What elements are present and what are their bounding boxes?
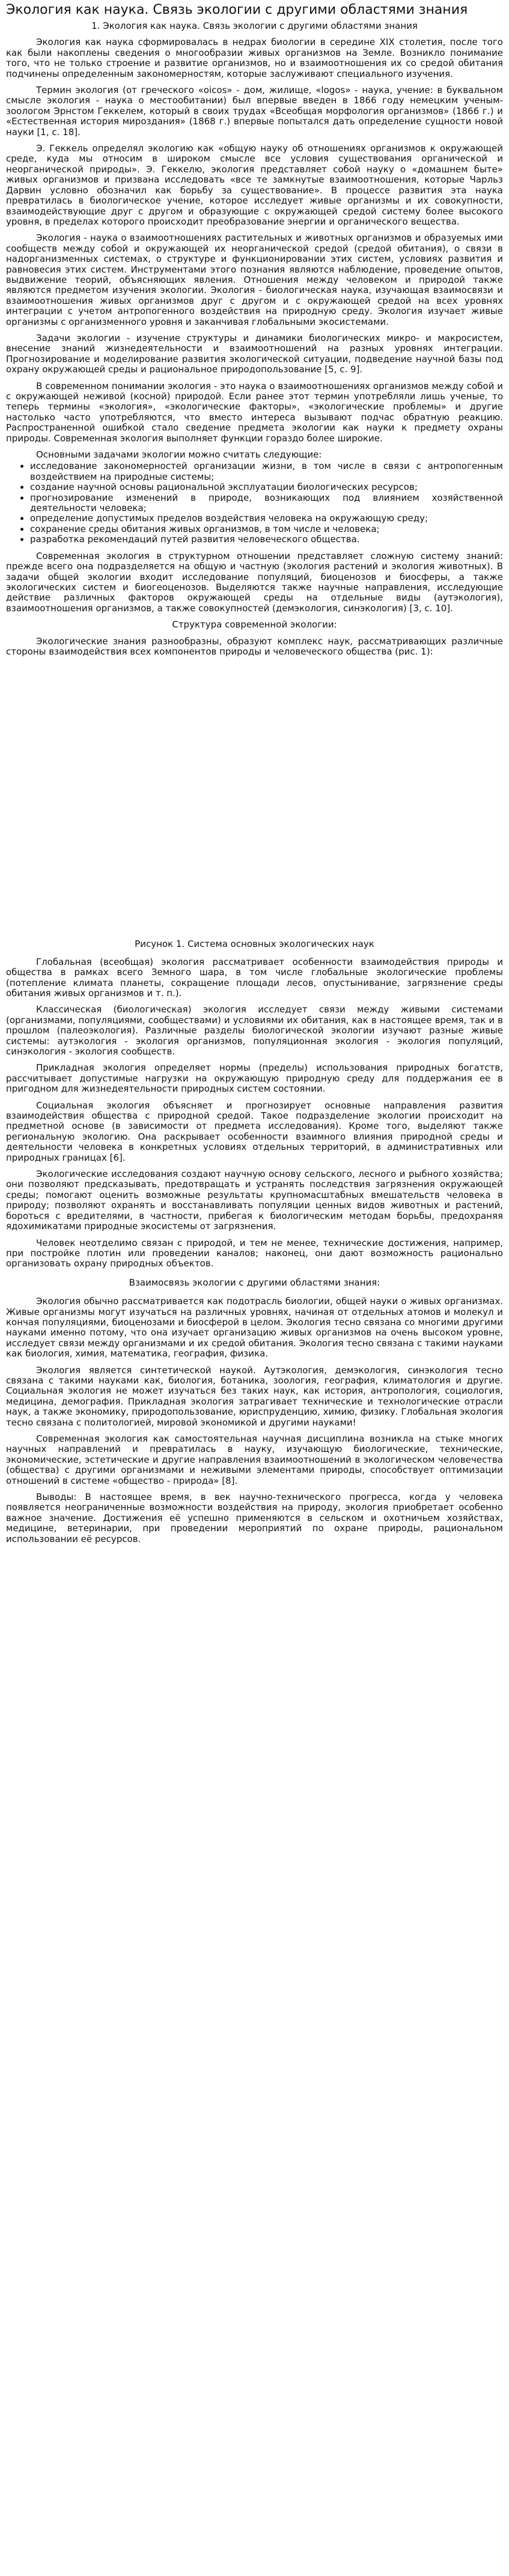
structure-title: Структура современной экологии: [172,619,337,630]
list-item: • определение допустимых пределов воздействия человека на окружающую среду; [30,513,503,524]
paragraph-branch-6: Человек неотделимо связан с природой, и тем не менее, технические достижения, например, при постройке плотин или проведении каналов; наконец, они дают возможность рационально организовать охрану природных объектов. [6,1237,503,1269]
paragraph-branch-2: Классическая (биологическая) экология исследует связи между живыми системами (организмами, популяциями, сообществами) и условиями их обитания, как в настоящее время, так и в прошлом (палеоэкология). Различные разделы биологической экологии изучают разные живые системы: аутэкология - экология организмов, популяционная экология - экология популяций, синэкология - экология сообществ. [6,1004,503,1057]
paragraph-branch-1: Глобальная (всеобщая) экология рассматривает особенности взаимодействия природы и общества в рамках всего Земного шара, в том числе глобальные экологические проблемы (потепление климата планеты, сокращение площади лесов, опустынивание, загрязнение среды обитания живых организмов и т. п.). [6,956,503,999]
list-item: • прогнозирование изменений в природе, возникающих под влиянием хозяйственной деятельности человека; [30,493,503,514]
section-subtitle: 1. Экология как наука. Связь экологии с другими областями знания [91,20,418,31]
paragraph-structure: Современная экология в структурном отношении представляет сложную систему знаний: прежде всего она подразделяется на общую и частную (экология растений и экология животных). В задачи общей экологии входит исследование популяций, биоценозов и биосферы, а также экологических систем и биогеоценозов. Выделяются также научные направления, исследующие действие различных факторов окружающей среды на отдельные виды (аутэкология), взаимоотношения организмов, а также совокупностей (демэкология, синэкология) [3, с. 10]. [6,550,503,614]
paragraph-intro-6: В современном понимании экология - это наука о взаимоотношениях организмов между собой и с окружающей неживой (косной) природой. Если ранее этот термин употребляли лишь ученые, то теперь термины «экология», «экологические факторы», «экологические проблемы» и другие настолько часто употребляются, что вместо интереса вызывают подчас обратную реакцию. Распространенной ошибкой стало сведение предмета экологии как науки к предмету охраны природы. Современная экология выполняет функции гораздо более широкие. [6,380,503,444]
figure-placeholder [6,657,503,939]
paragraph-intro-5: Задачи экологии - изучение структуры и динамики биологических микро- и макросистем, внесение знаний жизнедеятельности и взаимоотношений на разных уровнях интеграции. Прогнозирование и моделирование развития экологической ситуации, подведение научной базы под охрану окружающей среды и рациональное природопользование [5, с. 9]. [6,332,503,375]
paragraph-conclusion: Выводы: В настоящее время, в век научно-технического прогресса, когда у человека появляется неограниченные возможности воздействия на природу, экология приобретает особенно важное значение. Достижения её успешно применяются в сельском и охотничьем хозяйствах, медицине, ветеринарии, при проведении мероприятий по охране природы, рациональном использовании её ресурсов. [6,1492,503,1544]
figure-caption: Рисунок 1. Система основных экологических наук [135,939,374,950]
paragraph-relations-2: Экология является синтетической наукой. Аутэкология, демэкология, синэкология тесно связана с такими науками как, биология, ботаника, зоология, география, климатология и другие. Социальная экология не может изучаться без таких наук, как история, антропология, социология, медицина, демография. Прикладная экология затрагивает технические и технологические отрасли наук, а также экономику, природопользование, юриспруденцию, химию, физику. Глобальная экология тесно связана с политологией, мировой экономикой и другими науками! [6,1364,503,1428]
page-title: Экология как наука. Связь экологии с другими областями знания [6,2,468,17]
list-item: • исследование закономерностей организации жизни, в том числе в связи с антропогенным воздействием на природные системы; [30,461,503,482]
paragraph-intro-3: Э. Геккель определял экологию как «общую науку об отношениях организмов к окружающей среде, куда мы относим в широком смысле все условия существования органической и неорганической природы». Э. Геккелю, экология представляет собой науку о «домашнем быте» живых организмов и призвана исследовать «все те замкнутые взаимоотношения, которые Чарльз Дарвин условно обозначил как борьбу за существование». В процессе развития эта наука превратилась в биологическое учение, которое исследует живые организмы и их совокупности, взаимодействующие друг с другом и образующие с окружающей средой систему более высокого уровня, в пределах которого происходит преобразование энергии и органического вещества. [6,143,503,227]
list-item: • сохранение среды обитания живых организмов, в том числе и человека; [30,524,503,534]
paragraph-branch-4: Социальная экология объясняет и прогнозирует основные направления развития взаимодействия общества с природной средой. Такое подразделение экологии происходит на предметной основе (в зависимости от предмета исследования). Кроме того, выделяют также региональную экологию. Она раскрывает особенности взаимного влияния природной среды и деятельности человека в конкретных условиях отдельных территорий, в административных или природных границах [6]. [6,1099,503,1163]
paragraph-intro-4: Экология - наука о взаимоотношениях растительных и животных организмов и образуемых ими сообществ между собой и окружающей их неорганической средой (средой обитания), о связи в надорганизменных системах, о структуре и функционировании этих систем, условиях развития и равновесия этих систем. Инструментами этого познания являются наблюдение, проведение опытов, выдвижение теорий, объясняющих явления. Отношения между человеком и природой также являются предметом изучения экологии. Экология - биологическая наука, изучающая взаимосвязи и взаимоотношения живых организмов друг с другом и с окружающей средой на всех уровнях интеграции с учетом антропогенного воздействия на природную среду. Экология изучает живые организмы с организменного уровня и заканчивая глобальными экосистемами. [6,232,503,327]
list-item: • разработка рекомендаций путей развития человеческого общества. [30,534,503,545]
paragraph-branch-5: Экологические исследования создают научную основу сельского, лесного и рыбного хозяйства; они позволяют предсказывать, предотвращать и устранять последствия загрязнения окружающей среды; помогают оценить возможные результаты крупномасштабных вмешательств человека в природу; позволяют охранять и восстанавливать популяции ценных видов животных и растений, бороться с вредителями, в частности, прибегая к биологическим методам борьбы, предохраняя ядохимикатами природные экосистемы от загрязнения. [6,1169,503,1232]
paragraph-relations-1: Экология обычно рассматривается как подотрасль биологии, общей науки о живых организмах. Живые организмы могут изучаться на различных уровнях, начиная от отдельных атомов и молекул и кончая популяциями, биоценозами и биосферой в целом. Экология тесно связана со многими другими науками именно потому, что она изучает организацию живых организмов на очень высоком уровне, исследует связи между организмами и их средой обитания. Экология тесно связана с такими науками как биология, химия, математика, география, физика. [6,1296,503,1359]
relations-title: Взаимосвязь экологии с другими областями знания: [129,1277,380,1288]
paragraph-structure-intro: Экологические знания разнообразны, образуют комплекс наук, рассматривающих различные стороны взаимодействия всех компонентов природы и человеческого общества (рис. 1): [6,635,503,657]
paragraph-intro-2: Термин экология (от греческого «oicos» - дом, жилище, «logos» - наука, учение: в буквальном смысле экология - наука о местообитании) был впервые введен в 1866 году немецким ученым-зоологом Эрнстом Геккелем, который в своих трудах «Всеобщая морфология организмов» (1866 г.) и «Естественная история мироздания» (1868 г.) впервые попытался дать определение сущности новой науки [1, с. 18]. [6,85,503,138]
paragraph-branch-3: Прикладная экология определяет нормы (пределы) использования природных богатств, рассчитывает допустимые нагрузки на окружающую природную среду для поддержания ее в пригодном для жизнедеятельности природных систем состоянии. [6,1062,503,1095]
tasks-list [6,461,503,545]
list-item: • создание научной основы рациональной эксплуатации биологических ресурсов; [30,482,503,492]
paragraph-intro-1: Экология как наука сформировалась в недрах биологии в середине XIX столетия, после того как были накоплены сведения о многообразии живых организмов на Земле. Возникло понимание того, что не только строение и развитие организмов, но и взаимоотношения их со средой обитания подчинены определенным закономерностям, которые заслуживают специального изучения. [6,37,503,79]
tasks-heading: Основными задачами экологии можно считать следующие: [36,449,322,461]
paragraph-relations-3: Современная экология как самостоятельная научная дисциплина возникла на стыке многих научных направлений и превратилась в науку, изучающую биологические, технические, экономические, эстетические и другие направления взаимоотношений в экологическом человечества (общества) с другими организмами и неживыми элементами природы, способствует оптимизации отношений в системе «общество - природа» [8]. [6,1433,503,1486]
